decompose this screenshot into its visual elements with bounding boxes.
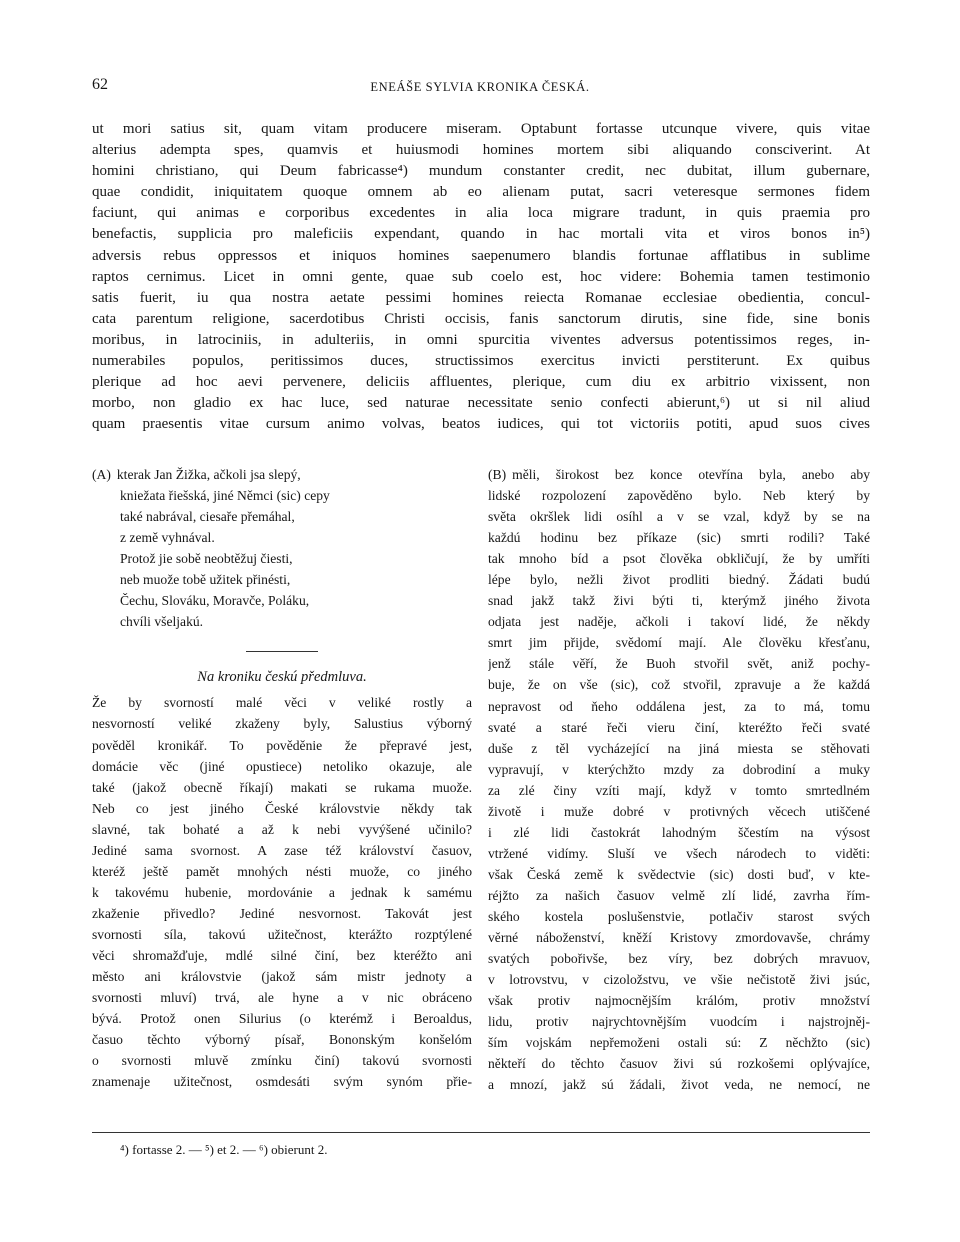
latin-line: quam praesentis vitae cursum animo volvas, beatos iudices, qui tot victoriis potiti, apud suos cives [92,416,870,433]
left-prose-line: nesvorností veliké zkaženy byly, Salustius výborný [92,716,472,732]
preface-heading: Na kroniku českú předmluva. [197,669,367,686]
column-label-b: (B) [488,467,507,482]
left-prose-line: o svornosti mluvě zmínku činí) takovú svornosti [92,1053,472,1069]
latin-line: benefactis, supplicia pro maleficiis expendant, quando in hac mortali vita et viros bonos in⁵) [92,226,870,243]
right-prose-line: vtržené vidímy. Sluší ve všech národech to viděti: [488,845,870,861]
right-prose-line [488,464,870,485]
poem-line-text: kterak Jan Žižka, ačkoli jsa slepý, [116,467,301,482]
left-prose-line: Že by svorností malé věci v veliké rostly a [92,695,472,711]
right-prose-line: a mnozí, jakž sú žádali, život veda, ne nemocí, ne [488,1077,870,1093]
latin-line: adversis rebus oppressos et iniquos homines saepenumero blandis fortunae afflatibus in sublime [92,247,870,264]
right-prose-line: někteří do těchto časuov živi sú rozkošemi oplývajíce, [488,1056,870,1072]
right-column [488,464,870,1095]
left-prose-line: také (jakož obecně říkají) makati se rukama muože. [92,779,472,795]
left-prose-line: pověděl kronikář. To pověděnie že přepravé jest, [92,737,472,753]
right-prose-line: tak mnoho bíd a psot člověka obkličují, že by umříti [488,551,870,567]
left-prose-line: bývá. Protož onen Silurius (o kterémž i Beroaldus, [92,1011,472,1027]
section-divider [246,651,318,652]
right-prose-text: měli, širokost bez konce otevřína byla, anebo aby [512,467,870,482]
poem-line [92,548,472,569]
poem-line [92,527,472,548]
right-prose-line: však Česká země k svědectvie (sic) dosti buď, v kte- [488,866,870,882]
poem-line-text: také nabrával, ciesaře přemáhal, [120,509,295,525]
left-prose-line: Jediné sama svornost. A zase též království časuov, [92,842,472,858]
poem-line-text: kniežata řiešská, jiné Němci (sic) cepy [120,488,330,504]
latin-line: satis fuerit, iu qua nostra aetate pessimi homines reiecta Romanae ecclesiae obedientia, concul- [92,289,870,306]
poem-line [92,590,472,611]
running-head: ENEÁŠE SYLVIA KRONIKA ČESKÁ. [370,80,590,94]
right-prose-line: lidské rozpolození zapověděno bylo. Neb který by [488,488,870,504]
poem-line-text: neb muože tobě užitek přinésti, [120,572,291,588]
poem-line [92,569,472,590]
footnotes: ⁴) fortasse 2. — ⁵) et 2. — ⁶) obierunt 2. [120,1142,328,1157]
right-prose-line: v lotrovstvu, v cizoložstvu, ve všie nečistotě živi jsúc, [488,972,870,988]
right-prose-line: lidu, protiv najrychtovnějším vuodcím i najstrojněj- [488,1014,870,1030]
latin-line: numerabiles populos, peritissimos duces, structissimos exercitus invicti perstiterunt. Ex quibus [92,353,870,370]
latin-line: cata parentum religione, sacerdotibus Christi occisis, fanis sanctorum dirutis, sine fide, sine bonis [92,310,870,327]
left-prose-line: svornosti mluví) trvá, ale hyne a v nic obrácenо [92,990,472,1006]
right-prose-line: snad jakž takž živi býti ti, kterýmž jiného života [488,593,870,609]
latin-line: homini christiano, qui Deum fabricasse⁴) mundum constanter credit, nec dubitat, illum gubernare, [92,163,870,180]
poem-line [92,611,472,632]
right-prose-line: lépe bylo, nežli život prodliti biedný. Žádati budú [488,572,870,588]
right-prose-line: svaté a staré řeči vieru činí, kteréžto řeči svaté [488,719,870,735]
latin-line: plerique ad hoc aevi pervenere, deliciis affluentes, plerique, cum diu ex arbitrio vixissent, non [92,374,870,391]
right-prose-line: však protiv najmocnějším králóm, protiv množství [488,993,870,1009]
left-prose-line: časuo těchto výborný písař, Bononským konšelóm [92,1032,472,1048]
right-prose-line: nepravost od ňeho oddálena jest, za to má, tomu [488,698,870,714]
poem-line-text: chvíli všeljakú. [120,614,204,630]
right-prose-line: odjata jest naděje, ačkoli i takoví lidé, že někdy [488,614,870,630]
latin-text-block [92,119,870,435]
latin-line: moribus, in latrociniis, in adulteriis, in omni spurcitia viventes adversus potentissimos reges, in- [92,331,870,348]
poem-line [92,464,472,485]
right-prose-line: každú hodinu bez příkaze (sic) smrti rodili? Také [488,530,870,546]
column-label-a: (A) [92,467,111,482]
poem-block [92,464,472,632]
poem-line-text: Protož jie sobě neobtěžuj čiesti, [120,551,293,567]
right-prose-line: ším vojskám nepřemoženi ostali sú: Z něchžto (sic) [488,1035,870,1051]
left-prose-line: slavné, tak bohaté a až k nebi vyvýšené učinilo? [92,821,472,837]
latin-line: faciunt, qui animas e corporibus excedentes in alia loca migrare tradunt, in quis praemia pro [92,205,870,222]
right-prose-line: vypravují, v kterýchžto mzdy za dobrodiní a muky [488,761,870,777]
poem-line-text: z země vyhnával. [120,530,215,546]
left-prose-line: domácie věc (jiné opustiece) netoliko okazuje, ale [92,758,472,774]
left-prose-line: město ani královstvie (jakož sám mistr jednoty a [92,969,472,985]
footnote-rule [92,1132,870,1133]
right-prose-line: buje, že on vše (sic), což stvořil, zpravuje a že každá [488,677,870,693]
page-number: 62 [92,76,108,93]
latin-line: alterius adempta spes, quamvis et huiusmodi homines mortem sibi aliquando consciverint. At [92,142,870,159]
right-prose-line: jenž stále věří, že Buoh stvořil svět, aniž pochy- [488,656,870,672]
right-prose-line: svatých pobořivše, bez víry, bez dobrých mravuov, [488,951,870,967]
right-prose-line: světa okršlek lidi osíhl a v se vzal, když by se na [488,509,870,525]
right-prose-line: réjžto za našich časuov velmě zlí lidé, zavrha řím- [488,887,870,903]
left-prose-line: zkaženie přivedlo? Jediné nesvornost. Takovát jest [92,905,472,921]
left-prose-line: znamenaje užitečnost, osmdesáti svým synóm přie- [92,1074,472,1090]
left-prose-line: Neb co jest jiného České královstvie někdy tak [92,800,472,816]
latin-line: raptos cernimus. Licet in omni gente, quae sub coelo est, hoc videre: Bohemia tamen testimonio [92,268,870,285]
left-prose [92,692,472,1092]
latin-line: morbo, non gladio ex hac luce, sed naturae necessitate senio confecti abierunt,⁶) ut si nil aliud [92,395,870,412]
left-prose-line: kteréž ještě pamět mnohých nésti muože, co jiného [92,863,472,879]
left-prose-line: svornosti síla, takovú užitečnost, kterážto rozptýlené [92,926,472,942]
left-column [92,464,472,1092]
right-prose-line: duše z těl vycházející na jiná miesta se stěhovati [488,740,870,756]
right-prose-line: ského kostela poslušenstvie, potlačiv starost svých [488,908,870,924]
right-prose-line: i zlé lidi častokrát lahodným ščestím na výsost [488,824,870,840]
left-prose-line: věci shromažďuje, mdlé silné činí, bez kteréžto ani [92,947,472,963]
latin-line: ut mori satius sit, quam vitam producere miseram. Optabunt fortasse utcunque vivere, quis vitae [92,121,870,137]
poem-line [92,506,472,527]
left-prose-line: k takovému hubenie, mordovánie a jednak k samému [92,884,472,900]
right-prose-line: smrt jim přijde, svědomí mají. Ale člověku křesťanu, [488,635,870,651]
right-prose-line: za zlé činy vzíti mají, když v tomto smrtedlném [488,782,870,798]
latin-line: quae condidit, iniquitatem quoque omnem ab eo alienam putat, sacri veteresque sermones fidem [92,184,870,201]
poem-line-text: Čechu, Slováku, Moravče, Poláku, [120,593,310,609]
poem-line [92,485,472,506]
right-prose-line: životě i muže dobré v protivných věcech utiščené [488,803,870,819]
right-prose-line: věrné náboženství, kněží Kristovy zmordovavše, chrámy [488,930,870,946]
